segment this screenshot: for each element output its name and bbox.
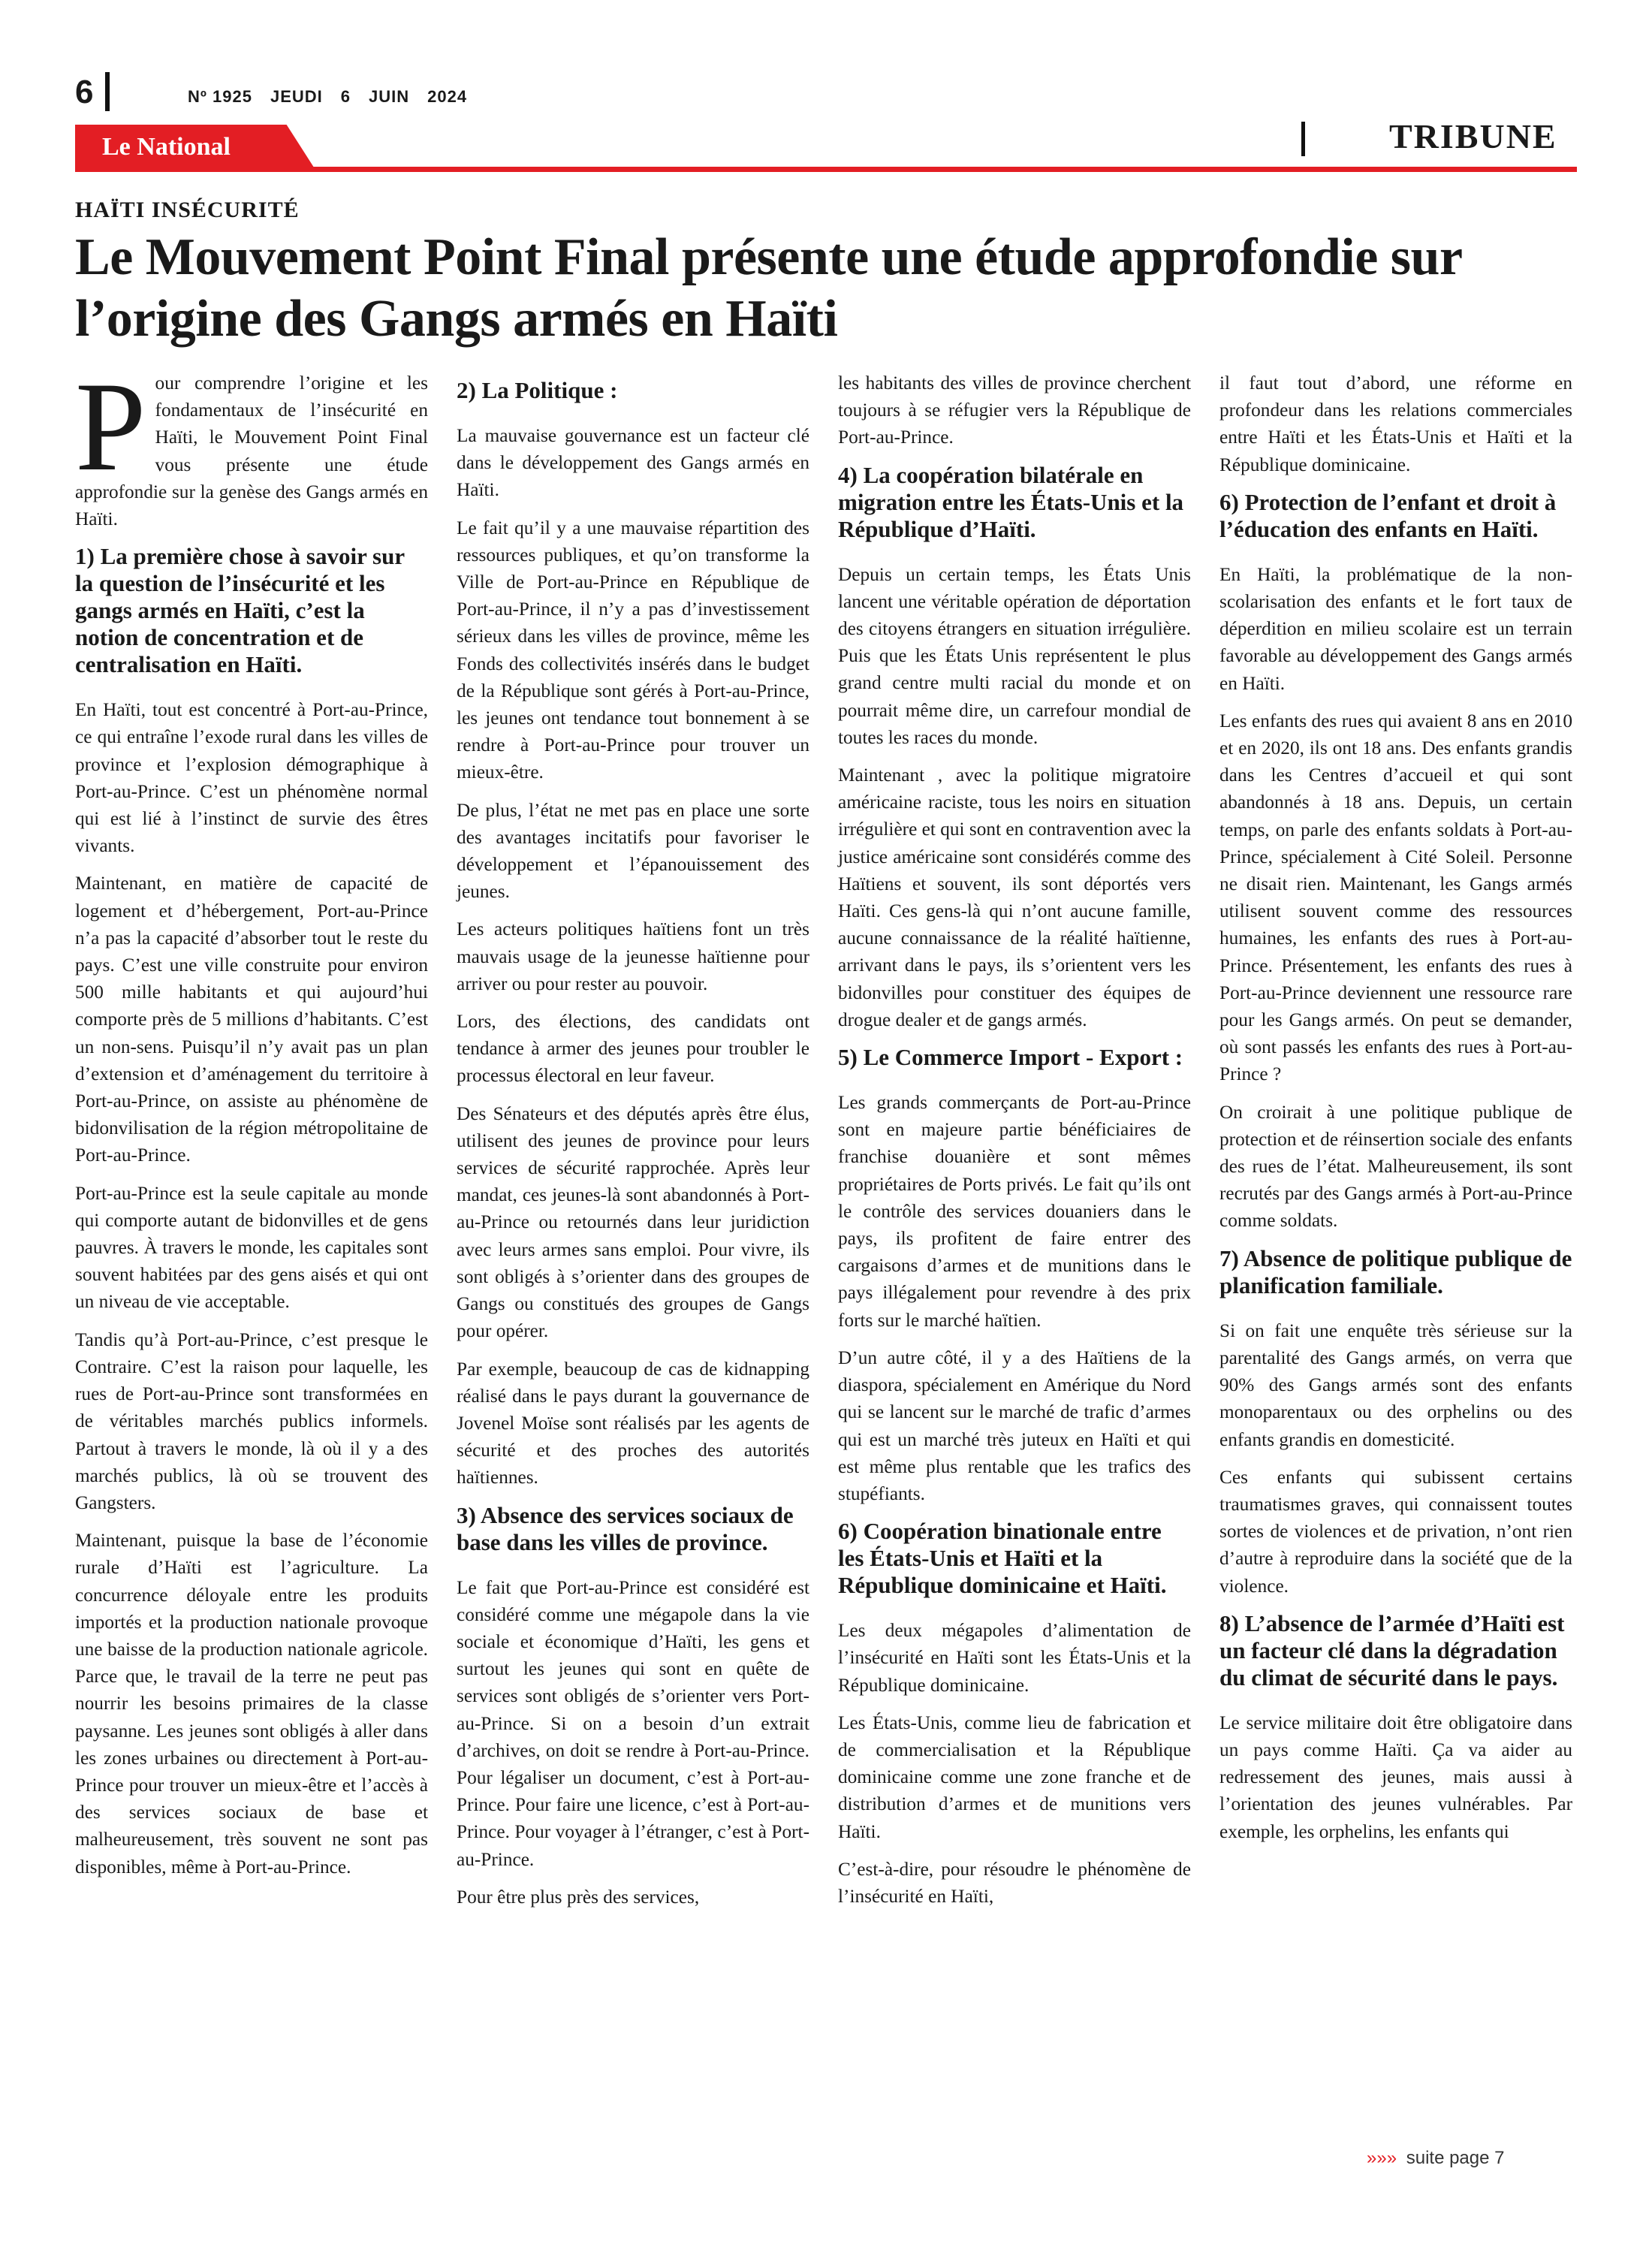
issue-date-day: 6 [340,87,351,106]
paragraph: On croirait à une politique publique de protection et de réinsertion sociale des enfants des rues de l’état. Malheureusement, ils sont recrutés par des Gangs armés à Port-au-Prince comme soldats. [1219,1101,1572,1232]
article-column-1 [75,356,428,1891]
issue-month: JUIN [369,87,410,106]
paragraph: Maintenant, en matière de capacité de logement et d’hébergement, Port-au-Prince n’a pas la capacité d’absorber tout le reste du pays. C’est une ville construite pour environ 500 mille habitants et qui aujourd’hui comporte près de 5 millions d’habitants. C’est un non-sens. Puisqu’il n’y avait pas un plan d’extension et d’aménagement du territoire à Port-au-Prince, on assiste au phénomène de bidonvilisation de la région métropolitaine de Port-au-Prince. [75,873,428,1166]
section-heading: 2) La Politique : [457,377,618,403]
paragraph: Si on fait une enquête très sérieuse sur la parentalité des Gangs armés, on verra que 90% des Gangs armés sont des enfants monoparentaux ou des orphelins ou des enfants grandis en domesticité. [1219,1320,1572,1450]
page-number: 6 [75,74,94,110]
article-title: Le Mouvement Point Final présente une étude approfondie sur l’origine des Gangs armés en Haïti [75,228,1462,348]
paragraph: Les grands commerçants de Port-au-Prince sont en majeure partie bénéficiaires de franchise douanière et sont mêmes propriétaires de Ports privés. Le fait qu’ils ont le contrôle des services douaniers dans le pays, ils profitent de faire entrer des cargaisons d’armes et de munitions dans le pays illégalement pour revendre à des prix forts sur le marché haïtien. [838,1092,1191,1331]
paragraph: Les enfants des rues qui avaient 8 ans en 2010 et en 2020, ils ont 18 ans. Des enfants grandis dans les Centres d’accueil et qui sont abandonnés à 18 ans. Depuis, un certain temps, on parle des enfants soldats à Port-au-Prince, spécialement à Cité Soleil. Personne ne disait rien. Maintenant, les Gangs armés utilisent souvent comme des ressources humaines, les enfants des rues à Port-au-Prince. Présentement, les enfants des rues à Port-au-Prince deviennent une ressource rare pour les Gangs armés. On peut se demander, où sont passés les enfants des rues à Port-au-Prince ? [1219,710,1572,1085]
paragraph: Depuis un certain temps, les États Unis lancent une véritable opération de déportation des citoyens étrangers en situation irrégulière. Puis que les États Unis représentent le plus grand centre multi racial du monde et on pourrait même dire, un carrefour mondial de toutes les races du monde. [838,563,1191,748]
issue-year: 2024 [427,87,468,106]
paragraph: Pour être plus près des services, [457,1886,700,1908]
page-number-divider [105,72,110,111]
article-column-2 [457,369,809,1921]
paragraph: Les deux mégapoles d’alimentation de l’insécurité en Haïti sont les États-Unis et la République dominicaine. [838,1620,1191,1696]
header-rule [75,167,1577,172]
paragraph: Maintenant, puisque la base de l’économie rurale d’Haïti est l’agriculture. La concurrence déloyale entre les produits importés et la production nationale provoque une baisse de la production nationale agricole. Parce que, le travail de la terre ne peut pas nourrir les besoins primaires de la classe paysanne. Les jeunes sont obligés à aller dans les zones urbaines ou directement à Port-au-Prince pour trouver un mieux-être et l’accès à des services sociaux de base et malheureusement, très souvent ne sont pas disponibles, même à Port-au-Prince. [75,1530,428,1878]
continuation-arrows: »»» [1367,2148,1397,2168]
section-heading: 1) La première chose à savoir sur la question de l’insécurité et les gangs armés en Haïti, c’est la notion de concentration et de centralisation en Haïti. [75,543,405,678]
paragraph: Par exemple, beaucoup de cas de kidnapping réalisé dans le pays durant la gouvernance de Jovenel Moïse sont réalisés par les agents de sécurité et des proches des autorités haïtiennes. [457,1358,809,1488]
paragraph: Port-au-Prince est la seule capitale au monde qui comporte autant de bidonvilles et de gens pauvres. À travers le monde, les capitales sont souvent habitées par des gens aisés et qui ont un niveau de vie acceptable. [75,1182,428,1313]
section-heading: 5) Le Commerce Import - Export : [838,1044,1183,1071]
section-heading: 6) Coopération binationale entre les États-Unis et Haïti et la République dominicaine et Haïti. [838,1518,1167,1599]
section-heading: 4) La coopération bilatérale en migration entre les États-Unis et la République d’Haïti. [838,461,1184,542]
paragraph: De plus, l’état ne met pas en place une sorte des avantages incitatifs pour favoriser le développement et l’épanouissement des jeunes. [457,799,809,903]
paragraph: Ces enfants qui subissent certains traumatismes graves, qui connaissent toutes sortes de violences et de privation, n’ont rien d’autre à reproduire dans la société que de la violence. [1219,1466,1572,1597]
issue-line [188,87,485,107]
paragraph: les habitants des villes de province cherchent toujours à se réfugier vers la République de Port-au-Prince. [838,372,1191,448]
brand-logo: Le National [102,133,231,161]
paragraph: Maintenant , avec la politique migratoire américaine raciste, tous les noirs en situation irrégulière et qui sont en contravention avec la justice américaine sont considérés comme des Haïtiens et souvent, ils sont déportés vers Haïti. Ces gens-là qui n’ont aucune famille, aucune connaissance de la réalité haïtienne, arrivant dans le pays, ils s’orientent vers les bidonvilles pour constituer des équipes de drogue dealer et de gangs armés. [838,765,1191,1030]
paragraph: Les acteurs politiques haïtiens font un très mauvais usage de la jeunesse haïtienne pour arriver ou pour rester au pouvoir. [457,918,809,994]
section-label: TRIBUNE [1389,117,1557,155]
paragraph: C’est-à-dire, pour résoudre le phénomène de l’insécurité en Haïti, [838,1858,1191,1907]
article-intro [75,356,428,532]
intro-text: our comprendre l’origine et les fondamentaux de l’insécurité en Haïti, le Mouvement Point Final vous présente une étude approfondie sur la genèse des Gangs armés en Haïti. [75,372,428,530]
section-heading: 7) Absence de politique publique de planification familiale. [1219,1244,1572,1298]
paragraph: Des Sénateurs et des députés après être élus, utilisent des jeunes de province pour leurs services de sécurité rapprochée. Après leur mandat, ces jeunes-là sont abandonnés à Port-au-Prince ou retournés dans leur juridiction avec leurs armes sans emploi. Pour vivre, ils sont obligés à s’orienter dans des groupes de Gangs ou constitués des groupes de Gangs pour opérer. [457,1102,809,1342]
paragraph: Lors, des élections, des candidats ont tendance à armer des jeunes pour troubler le processus électoral en leur faveur. [457,1011,809,1087]
article-column-3 [838,369,1191,1920]
paragraph: il faut tout d’abord, une réforme en profondeur dans les relations commerciales entre Haïti et les États-Unis et Haïti et la République dominicaine. [1219,372,1572,475]
paragraph: D’un autre côté, il y a des Haïtiens de la diaspora, spécialement en Amérique du Nord qui se lancent sur le marché de trafic d’armes qui est un marché très juteux en Haïti et qui est même plus rentable que les trafics des stupéfiants. [838,1347,1191,1504]
continuation-label: suite page [1406,2148,1490,2168]
paragraph: Les États-Unis, comme lieu de fabrication et de commercialisation et la République dominicaine comme une zone franche et de distribution d’armes et de munitions vers Haïti. [838,1712,1191,1842]
paragraph: La mauvaise gouvernance est un facteur clé dans le développement des Gangs armés en Haïti. [457,425,809,501]
section-heading: 8) L’absence de l’armée d’Haïti est un facteur clé dans la dégradation du climat de sécurité dans le pays. [1219,1609,1565,1691]
paragraph: Le service militaire doit être obligatoire dans un pays comme Haïti. Ça va aider au redressement des jeunes, mais aussi à l’orientation des jeunes vulnérables. Par exemple, les orphelins, les enfants qui [1219,1712,1572,1842]
issue-number: Nº 1925 [188,87,252,106]
paragraph: En Haïti, la problématique de la non-scolarisation des enfants et le fort taux de déperdition en milieu scolaire est un terrain favorable au développement des Gangs armés en Haïti. [1219,563,1572,694]
article-kicker: HAÏTI INSÉCURITÉ [75,198,300,222]
section-divider [1301,122,1305,156]
section-heading: 3) Absence des services sociaux de base dans les villes de province. [457,1501,794,1555]
continuation-page: 7 [1494,2148,1505,2168]
issue-day: JEUDI [270,87,323,106]
drop-cap: P [75,356,146,497]
paragraph: Le fait qu’il y a une mauvaise répartition des ressources publiques, et qu’on transforme la Ville de Port-au-Prince en République de Port-au-Prince, il n’y a pas d’investissement sérieux dans les villes de province, même les Fonds des collectivités insérés dans le budget de la République sont gérés à Port-au-Prince, les jeunes ont tendance tout bonnement à se rendre à Port-au-Prince pour trouver un mieux-être. [457,517,809,783]
section-heading: 6) Protection de l’enfant et droit à l’éducation des enfants en Haïti. [1219,488,1557,542]
continuation-link[interactable] [1367,2148,1505,2169]
paragraph: Le fait que Port-au-Prince est considéré est considéré comme une mégapole dans la vie sociale et économique d’Haïti, les gens et surtout les jeunes qui sont en quête de services sont obligés de s’orienter vers Port-au-Prince. Si on a besoin d’un extrait d’archives, on doit se rendre à Port-au-Prince. Pour légaliser un document, c’est à Port-au-Prince. Pour faire une licence, c’est à Port-au-Prince. Pour voyager à l’étranger, c’est à Port-au-Prince. [457,1576,809,1870]
paragraph: En Haïti, tout est concentré à Port-au-Prince, ce qui entraîne l’exode rural dans les villes de province et l’explosion démographique à Port-au-Prince. C’est un phénomène normal qui est lié à l’instinct de survie des êtres vivants. [75,699,428,857]
paragraph: Tandis qu’à Port-au-Prince, c’est presque le Contraire. C’est la raison pour laquelle, les rues de Port-au-Prince sont transformées en de véritables marchés publics informels. Partout à travers le monde, là où il y a des marchés publics, là où se trouvent des Gangsters. [75,1329,428,1513]
article-column-4 [1219,369,1572,1856]
